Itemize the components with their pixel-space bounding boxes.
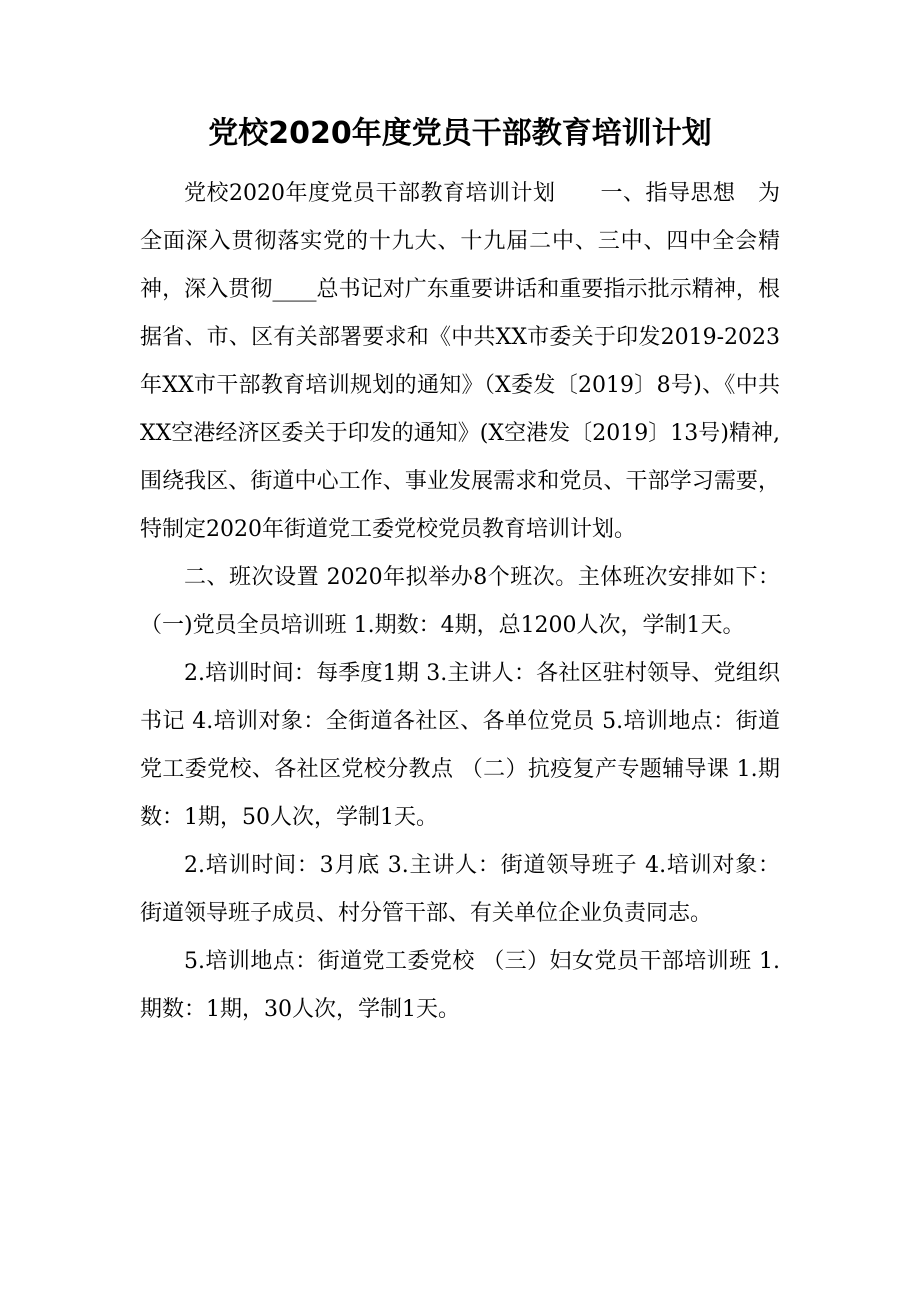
paragraph-guiding-thought: 党校2020年度党员干部教育培训计划 一、指导思想 为全面深入贯彻落实党的十九大、十九届二中、三中、四中全会精神，深入贯彻____总书记对广东重要讲话和重要指示批示精神，根据省、市、区有关部署要求和《中共XX市委关于印发2019-2023年XX市干部教育培训规划的通知》（X委发〔2019〕8号)、《中共XX空港经济区委关于印发的通知》(X空港发〔2019〕13号)精神,围绕我区、街道中心工作、事业发展需求和党员、干部学习需要，特制定2020年街道党工委党校党员教育培训计划。 [140, 181, 780, 542]
document-title: 党校2020年度党员干部教育培训计划 [208, 116, 712, 151]
document-body [140, 170, 780, 1034]
paragraph-training-schedule-2: 2.培训时间：3月底 3.主讲人：街道领导班子 4.培训对象：街道领导班子成员、村分管干部、有关单位企业负责同志。 [140, 853, 780, 926]
paragraph-class-settings: 二、班次设置 2020年拟举办8个班次。主体班次安排如下：（一)党员全员培训班 1.期数：4期，总1200人次，学制1天。 [140, 565, 780, 638]
paragraph-training-location: 5.培训地点：街道党工委党校 （三）妇女党员干部培训班 1.期数：1期，30人次，学制1天。 [140, 949, 780, 1022]
paragraph-training-schedule-1: 2.培训时间：每季度1期 3.主讲人：各社区驻村领导、党组织书记 4.培训对象：全街道各社区、各单位党员 5.培训地点：街道党工委党校、各社区党校分教点 （二）抗疫复产专题辅导课 1.期数：1期，50人次，学制1天。 [140, 661, 780, 830]
